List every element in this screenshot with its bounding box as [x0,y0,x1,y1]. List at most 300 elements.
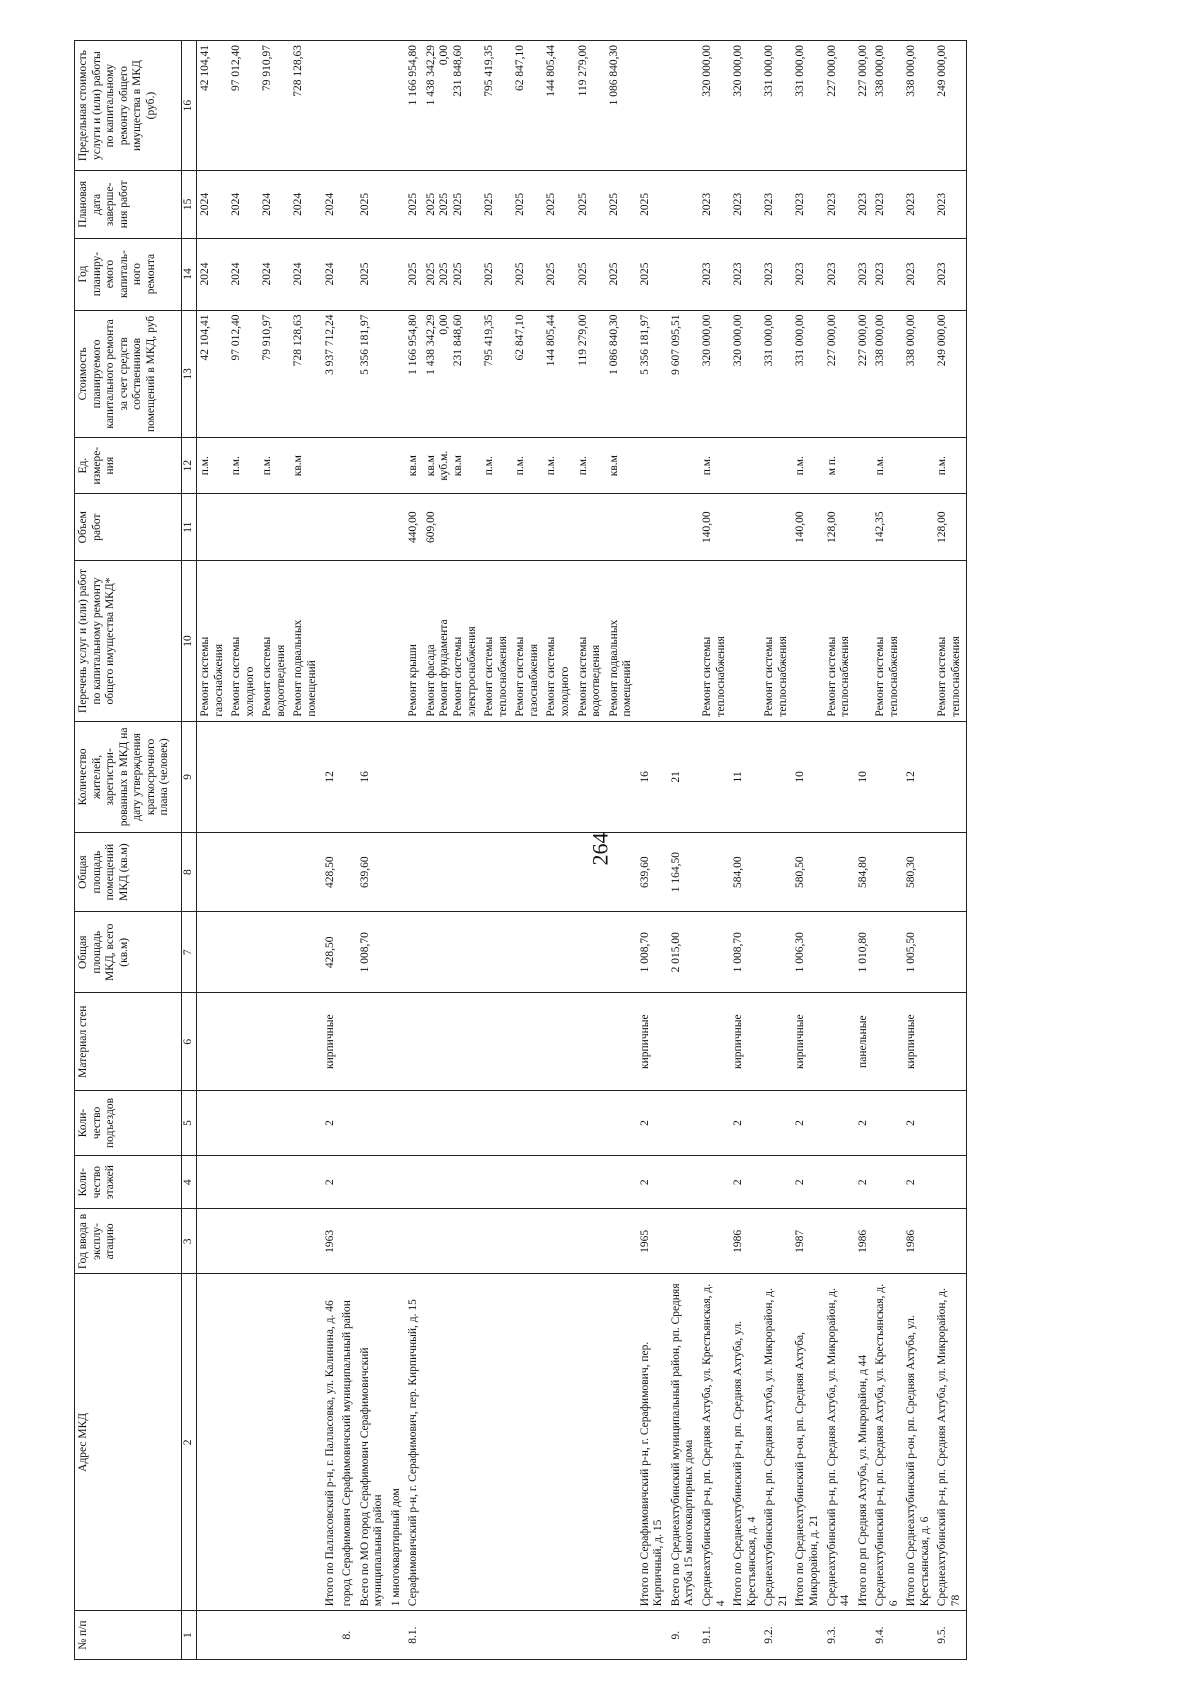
volume-cell [855,494,873,561]
limit-cost-cell: 97 012,40 [228,41,259,171]
entrances-cell [872,1090,903,1155]
floors-cell [761,1155,792,1208]
entrances-cell [761,1090,792,1155]
work-line: Ремонт системы [514,636,527,717]
floors-cell [824,1155,855,1208]
column-number: 16 [182,41,197,171]
premises-area-cell [481,833,512,912]
wall-material-cell [934,993,966,1091]
wall-material-cell [512,993,543,1091]
cost-cell: 1 086 840,30 [606,310,637,438]
entrances-cell [575,1090,606,1155]
entrances-cell [512,1090,543,1155]
column-header: Год ввода в эксплу-атацию [75,1209,182,1274]
table-row [792,41,823,1660]
work-line: Ремонт системы [483,636,496,717]
unit-cell: кв.м [606,438,637,494]
end-date-cell: 2024 [259,171,290,238]
floors-cell: 2 [730,1155,761,1208]
residents-cell [197,721,229,832]
wall-material-cell [824,993,855,1091]
work-line: Ремонт системы [576,636,589,717]
address-cell: Итого по Среднеахтубинский р-он, рп. Средняя Ахтуба, Микрорайон, д. 21 [792,1274,823,1611]
limit-cost-cell: 119 279,00 [575,41,606,171]
address-cell: Итого по Серафимовичский р-н, г. Серафимович, пер. Кирпичный, д. 15 [637,1274,668,1611]
row-number [606,1611,637,1660]
table-row [855,41,873,1660]
cost-cell: 144 805,44 [543,310,574,438]
total-area-cell [197,912,229,993]
wall-material-cell [606,993,637,1091]
floors-cell: 2 [903,1155,934,1208]
column-header: Перечень услуг и (или) работ по капитальному ремонту общего имущества МКД* [75,561,182,721]
year-cell [699,1209,730,1274]
entrances-cell [699,1090,730,1155]
works-cell [792,561,823,721]
volume-cell [575,494,606,561]
column-number-row [182,41,197,1660]
work-line: Ремонт системы [261,636,274,717]
column-number: 5 [182,1090,197,1155]
entrances-cell [339,1090,357,1155]
address-cell: Итого по Среднеахтубинский р-он, рп. Средняя Ахтуба, ул. Крестьянская, д. 6 [903,1274,934,1611]
table-row [606,41,637,1660]
floors-cell [543,1155,574,1208]
total-area-cell [824,912,855,993]
column-header: Количество жителей, зарегистри-рованных в МКД на дату утверждения краткосрочного плана (человек) [75,721,182,832]
column-number: 13 [182,310,197,438]
total-area-cell: 1 005,50 [903,912,934,993]
unit-cell: п.м. [512,438,543,494]
limit-cost-cell: 728 128,63 [290,41,321,171]
premises-area-cell [575,833,606,912]
address-cell: Итого по Палласовский р-н, г. Палласовка, ул. Калинина, д. 46 [322,1274,340,1611]
volume-cell: 440,00 [405,494,423,561]
unit-cell [388,438,406,494]
address-cell: Всего по МО город Серафимович Серафимовичский муниципальный район [357,1274,388,1611]
limit-cost-cell: 1 086 840,30 [606,41,637,171]
total-area-cell [934,912,966,993]
plan-year-cell: 2025 2025 2025 [423,238,481,310]
entrances-cell [668,1090,699,1155]
floors-cell [388,1155,406,1208]
limit-cost-cell: 1 438 342,29 0,00 231 848,60 [423,41,481,171]
rotated-table-container [74,40,1174,1660]
end-date-cell: 2023 [730,171,761,238]
limit-cost-cell: 331 000,00 [792,41,823,171]
premises-area-cell: 580,50 [792,833,823,912]
volume-cell [637,494,668,561]
row-number [228,1611,259,1660]
year-cell [575,1209,606,1274]
premises-area-cell: 428,50 [322,833,340,912]
works-cell [228,561,259,721]
end-date-cell: 2023 [792,171,823,238]
floors-cell [481,1155,512,1208]
year-cell [543,1209,574,1274]
address-cell: Среднеахтубинский р-н, рп. Средняя Ахтуба, ул. Крестьянская, д. 4 [699,1274,730,1611]
column-number: 12 [182,438,197,494]
volume-cell [606,494,637,561]
volume-cell [388,494,406,561]
column-header: Плановая дата заверше-ния работ [75,171,182,238]
work-line: Ремонт системы [825,636,838,717]
cost-cell: 42 104,41 [197,310,229,438]
work-line: холодного [243,666,256,717]
plan-year-cell: 2025 [637,238,668,310]
plan-year-cell: 2023 [824,238,855,310]
cost-cell: 5 356 181,97 [357,310,388,438]
entrances-cell [259,1090,290,1155]
column-number: 9 [182,721,197,832]
unit-cell: п.м. [259,438,290,494]
premises-area-cell: 580,30 [903,833,934,912]
volume-cell [761,494,792,561]
entrances-cell: 2 [855,1090,873,1155]
row-number [512,1611,543,1660]
unit-cell [637,438,668,494]
end-date-cell [388,171,406,238]
total-area-cell [388,912,406,993]
total-area-cell [872,912,903,993]
cost-cell: 62 847,10 [512,310,543,438]
end-date-cell: 2023 [872,171,903,238]
premises-area-cell [290,833,321,912]
work-line: Ремонт системы [936,636,949,717]
residents-cell [339,721,357,832]
year-cell [405,1209,423,1274]
total-area-cell [481,912,512,993]
row-number [543,1611,574,1660]
table-row [730,41,761,1660]
column-header: Коли-чество подъездов [75,1090,182,1155]
entrances-cell: 2 [637,1090,668,1155]
volume-cell [259,494,290,561]
column-header: Коли-чество этажей [75,1155,182,1208]
end-date-cell: 2025 [606,171,637,238]
year-cell: 1986 [855,1209,873,1274]
residents-cell: 11 [730,721,761,832]
wall-material-cell: кирпичные [322,993,340,1091]
wall-material-cell [575,993,606,1091]
unit-cell: м п. [824,438,855,494]
year-cell: 1986 [730,1209,761,1274]
column-header: Объем работ [75,494,182,561]
works-cell [259,561,290,721]
end-date-cell [339,171,357,238]
floors-cell: 2 [322,1155,340,1208]
row-number [357,1611,388,1660]
address-cell: Итого по Среднеахтубинский р-н, рп. Средняя Ахтуба, ул. Крестьянская, д. 4 [730,1274,761,1611]
entrances-cell [606,1090,637,1155]
works-cell [575,561,606,721]
works-cell [824,561,855,721]
works-cell [668,561,699,721]
row-number [388,1611,406,1660]
work-line: помещений [305,660,318,717]
year-cell [339,1209,357,1274]
year-cell [259,1209,290,1274]
works-cell [855,561,873,721]
wall-material-cell: панельные [855,993,873,1091]
volume-cell [228,494,259,561]
end-date-cell: 2025 [575,171,606,238]
works-cell [903,561,934,721]
row-number [575,1611,606,1660]
limit-cost-cell: 144 805,44 [543,41,574,171]
entrances-cell [543,1090,574,1155]
total-area-cell [423,912,481,993]
row-number: 8.1. [405,1611,423,1660]
row-number [423,1611,481,1660]
total-area-cell [405,912,423,993]
column-number: 10 [182,561,197,721]
year-cell [668,1209,699,1274]
volume-cell [668,494,699,561]
address-cell: город Серафимович Серафимовичский муниципальный район [339,1274,357,1611]
row-number [481,1611,512,1660]
wall-material-cell: кирпичные [792,993,823,1091]
row-number: 9.1. [699,1611,730,1660]
address-cell [606,1274,637,1611]
row-number: 9. [668,1611,699,1660]
wall-material-cell [481,993,512,1091]
volume-cell: 140,00 [699,494,730,561]
end-date-cell: 2023 [934,171,966,238]
works-cell [699,561,730,721]
limit-cost-cell: 320 000,00 [730,41,761,171]
limit-cost-cell [388,41,406,171]
plan-year-cell: 2023 [730,238,761,310]
wall-material-cell [423,993,481,1091]
row-number [290,1611,321,1660]
floors-cell [357,1155,388,1208]
wall-material-cell [357,993,388,1091]
floors-cell: 2 [637,1155,668,1208]
entrances-cell [290,1090,321,1155]
floors-cell [512,1155,543,1208]
floors-cell: 2 [792,1155,823,1208]
total-area-cell: 1 008,70 [730,912,761,993]
plan-year-cell [388,238,406,310]
floors-cell [575,1155,606,1208]
works-cell [730,561,761,721]
premises-area-cell [512,833,543,912]
row-number: 9.4. [872,1611,903,1660]
total-area-cell: 1 008,70 [357,912,388,993]
entrances-cell: 2 [730,1090,761,1155]
floors-cell [197,1155,229,1208]
works-cell [405,561,423,721]
column-header: Ед. измере-ния [75,438,182,494]
premises-area-cell [259,833,290,912]
row-number: 9.5. [934,1611,966,1660]
column-number: 2 [182,1274,197,1611]
table-row [357,41,388,1660]
residents-cell [259,721,290,832]
plan-year-cell: 2025 [405,238,423,310]
column-header: Материал стен [75,993,182,1091]
work-line: холодного [558,666,571,717]
residents-cell: 12 [903,721,934,832]
cost-cell: 249 000,00 [934,310,966,438]
row-number [259,1611,290,1660]
address-cell [423,1274,481,1611]
premises-area-cell: 639,60 [357,833,388,912]
work-line: теплоснабжения [714,636,727,717]
table-row [388,41,406,1660]
work-line: Ремонт системы [874,636,887,717]
row-number: 8. [339,1611,357,1660]
unit-cell: п.м. [934,438,966,494]
end-date-cell: 2025 [637,171,668,238]
total-area-cell [699,912,730,993]
row-number [637,1611,668,1660]
table-row [668,41,699,1660]
floors-cell [405,1155,423,1208]
work-line: Ремонт системы [545,636,558,717]
wall-material-cell [339,993,357,1091]
table-row [322,41,340,1660]
address-cell: Среднеахтубинский р-н, рп. Средняя Ахтуба, ул. Крестьянская, д. 6 [872,1274,903,1611]
cost-cell: 795 419,35 [481,310,512,438]
plan-year-cell: 2024 [322,238,340,310]
wall-material-cell [405,993,423,1091]
row-number [792,1611,823,1660]
end-date-cell: 2024 [228,171,259,238]
works-cell [543,561,574,721]
limit-cost-cell [668,41,699,171]
residents-cell: 10 [792,721,823,832]
limit-cost-cell: 795 419,35 [481,41,512,171]
column-header: Стоимость планируемого капитального ремонта за счет средств собственников помещений в МКД, руб [75,310,182,438]
plan-year-cell: 2025 [543,238,574,310]
unit-cell: п.м. [197,438,229,494]
limit-cost-cell [357,41,388,171]
year-cell: 1965 [637,1209,668,1274]
limit-cost-cell: 320 000,00 [699,41,730,171]
column-number: 4 [182,1155,197,1208]
entrances-cell [405,1090,423,1155]
residents-cell: 21 [668,721,699,832]
table-row [761,41,792,1660]
total-area-cell: 1 008,70 [637,912,668,993]
address-cell: Среднеахтубинский р-н, рп. Средняя Ахтуба, ул. Микрорайон, д. 44 [824,1274,855,1611]
unit-cell: п.м. [543,438,574,494]
row-number: 9.2. [761,1611,792,1660]
floors-cell [872,1155,903,1208]
year-cell [290,1209,321,1274]
floors-cell [668,1155,699,1208]
total-area-cell [512,912,543,993]
floors-cell [259,1155,290,1208]
plan-year-cell: 2023 [855,238,873,310]
end-date-cell: 2023 [824,171,855,238]
address-cell: Серафимовичский р-н, г. Серафимович, пер. Кирпичный, д. 15 [405,1274,423,1611]
unit-cell [357,438,388,494]
row-number [855,1611,873,1660]
wall-material-cell: кирпичные [637,993,668,1091]
volume-cell [730,494,761,561]
residents-cell [606,721,637,832]
address-cell: Всего по Среднеахтубинский муниципальный район, рп. Средняя Ахтуба 15 многоквартирных дома [668,1274,699,1611]
year-cell [824,1209,855,1274]
volume-cell: 140,00 [792,494,823,561]
row-number [197,1611,229,1660]
header-row [75,41,182,1660]
end-date-cell: 2023 [699,171,730,238]
total-area-cell [761,912,792,993]
floors-cell [228,1155,259,1208]
floors-cell [423,1155,481,1208]
unit-cell [322,438,340,494]
table-row [339,41,357,1660]
residents-cell: 12 [322,721,340,832]
address-cell [259,1274,290,1611]
address-cell: Среднеахтубинский р-н, рп. Средняя Ахтуба, ул. Микрорайон, д. 21 [761,1274,792,1611]
limit-cost-cell: 249 000,00 [934,41,966,171]
works-cell [872,561,903,721]
entrances-cell: 2 [322,1090,340,1155]
volume-cell [339,494,357,561]
residents-cell [423,721,481,832]
unit-cell: п.м. [872,438,903,494]
residents-cell [481,721,512,832]
work-line: теплоснабжения [496,636,509,717]
address-cell [290,1274,321,1611]
wall-material-cell [543,993,574,1091]
residents-cell [512,721,543,832]
unit-cell: кв.м куб.м. кв.м [423,438,481,494]
residents-cell [543,721,574,832]
entrances-cell [197,1090,229,1155]
wall-material-cell [290,993,321,1091]
year-cell [423,1209,481,1274]
volume-cell [290,494,321,561]
column-number: 8 [182,833,197,912]
works-cell [481,561,512,721]
premises-area-cell [699,833,730,912]
works-cell [423,561,481,721]
year-cell [481,1209,512,1274]
entrances-cell: 2 [792,1090,823,1155]
year-cell [761,1209,792,1274]
total-area-cell [290,912,321,993]
works-cell [339,561,357,721]
entrances-cell [357,1090,388,1155]
floors-cell [934,1155,966,1208]
table-row [405,41,423,1660]
residents-cell [699,721,730,832]
plan-year-cell: 2024 [197,238,229,310]
year-cell: 1963 [322,1209,340,1274]
cost-cell: 331 000,00 [792,310,823,438]
work-line: Ремонт крыши [407,644,420,717]
works-cell [761,561,792,721]
cost-cell [388,310,406,438]
plan-year-cell: 2023 [699,238,730,310]
residents-cell [934,721,966,832]
work-line: водоотведения [590,644,603,717]
work-line: Ремонт фундамента [438,619,451,717]
page-number-text: 264 [587,832,612,866]
unit-cell [855,438,873,494]
end-date-cell: 2023 [855,171,873,238]
limit-cost-cell: 331 000,00 [761,41,792,171]
limit-cost-cell: 227 000,00 [855,41,873,171]
year-cell [934,1209,966,1274]
address-cell [228,1274,259,1611]
